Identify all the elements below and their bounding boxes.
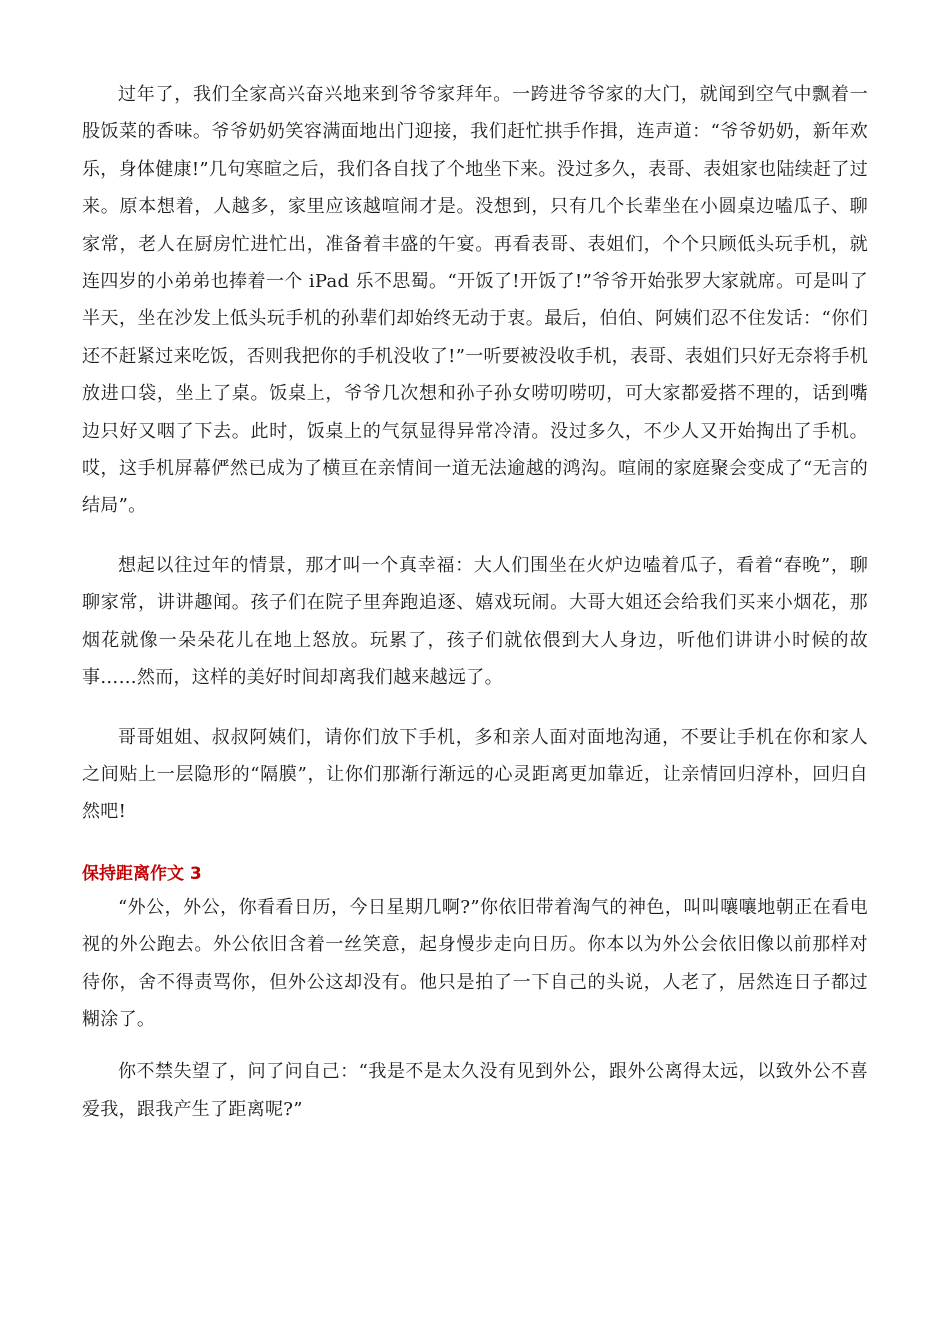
paragraph-appeal: 哥哥姐姐、叔叔阿姨们，请你们放下手机，多和亲人面对面地沟通，不要让手机在你和家人之间贴上一层隐形的“隔膜”，让你们那渐行渐远的心灵距离更加靠近，让亲情回归淳朴，回归自然吧! — [82, 726, 868, 823]
section-title: 保持距离作文 3 — [82, 863, 202, 884]
paragraph-new-year-visit: 过年了，我们全家高兴奋兴地来到爷爷家拜年。一跨进爷爷家的大门，就闻到空气中飘着一股饭菜的香味。爷爷奶奶笑容满面地出门迎接，我们赶忙拱手作揖，连声道：“爷爷奶奶，新年欢乐，身体健康!”几句寒暄之后，我们各自找了个地坐下来。没过多久，表哥、表姐家也陆续赶了过来。原本想着，人越多，家里应该越喧闹才是。没想到，只有几个长辈坐在小圆桌边嗑瓜子、聊家常，老人在厨房忙进忙出，准备着丰盛的午宴。再看表哥、表姐们，个个只顾低头玩手机，就连四岁的小弟弟也捧着一个 iPad 乐不思蜀。“开饭了!开饭了!”爷爷开始张罗大家就席。可是叫了半天，坐在沙发上低头玩手机的孙辈们却始终无动于衷。最后，伯伯、阿姨们忍不住发话：“你们还不赶紧过来吃饭，否则我把你的手机没收了!”一听要被没收手机，表哥、表姐们只好无奈将手机放进口袋，坐上了桌。饭桌上，爷爷几次想和孙子孙女唠叨唠叨，可大家都爱搭不理的，话到嘴边只好又咽了下去。此时，饭桌上的气氛显得异常冷清。没过多久，不少人又开始掏出了手机。哎，这手机屏幕俨然已成为了横亘在亲情间一道无法逾越的鸿沟。喧闹的家庭聚会变成了“无言的结局”。 — [82, 84, 868, 517]
document-page — [82, 76, 868, 1128]
paragraph-disappointment: 你不禁失望了，问了问自己：“我是不是太久没有见到外公，跟外公离得太远，以致外公不喜爱我，跟我产生了距离呢?” — [82, 1061, 868, 1120]
paragraph-grandpa-calendar: “外公，外公，你看看日历，今日星期几啊?”你依旧带着淘气的神色，叫叫嚷嚷地朝正在看电视的外公跑去。外公依旧含着一丝笑意，起身慢步走向日历。你本以为外公会依旧像以前那样对待你，舍不得责骂你，但外公这却没有。他只是拍了一下自己的头说，人老了，居然连日子都过糊涂了。 — [82, 896, 868, 1030]
paragraph-past-memories: 想起以往过年的情景，那才叫一个真幸福：大人们围坐在火炉边嗑着瓜子，看着“春晚”，聊聊家常，讲讲趣闻。孩子们在院子里奔跑追逐、嬉戏玩闹。大哥大姐还会给我们买来小烟花，那烟花就像一朵朵花儿在地上怒放。玩累了，孩子们就依偎到大人身边，听他们讲讲小时候的故事……然而，这样的美好时间却离我们越来越远了。 — [82, 554, 868, 689]
